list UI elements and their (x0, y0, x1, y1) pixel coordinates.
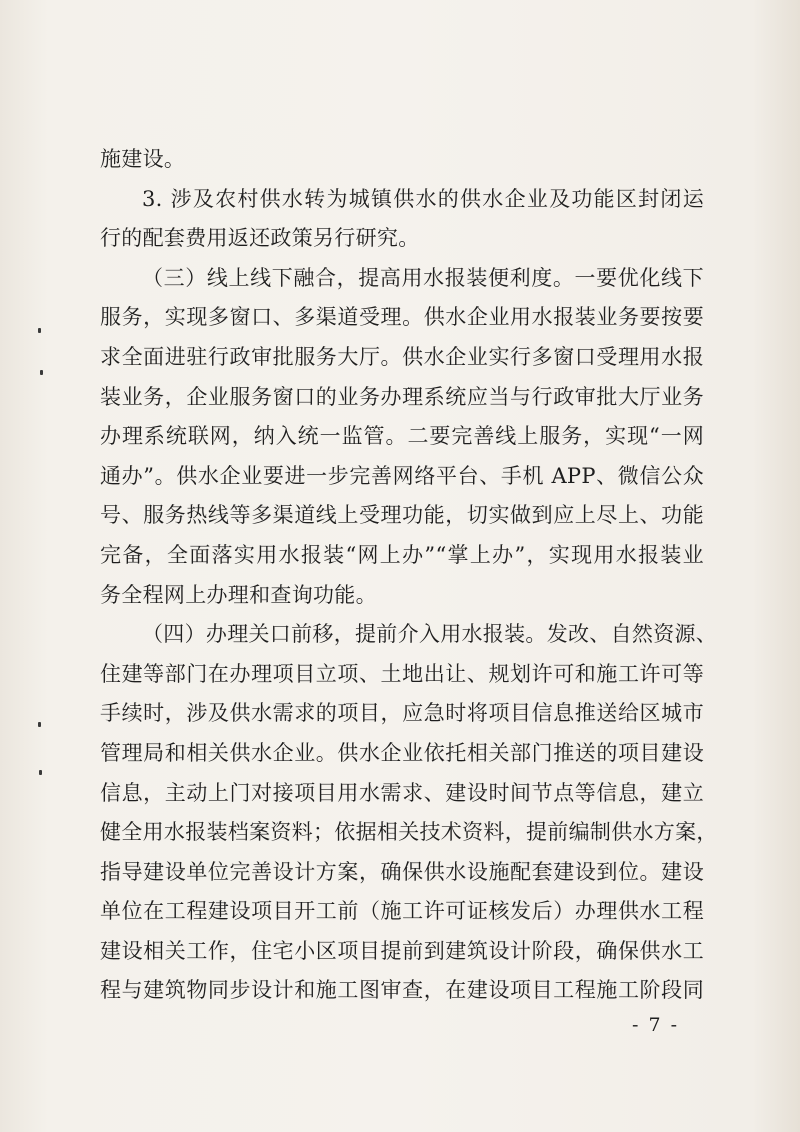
text-line: 号、服务热线等多渠道线上受理功能，切实做到应上尽上、功能 (100, 503, 704, 528)
text-line: 务全程网上办理和查询功能。 (100, 582, 377, 607)
text-line: 程与建筑物同步设计和施工图审查，在建设项目工程施工阶段同 (100, 978, 704, 1003)
text-line: 通办”。供水企业要进一步完善网络平台、手机 APP、微信公众 (100, 463, 704, 488)
text-line: 建设相关工作，住宅小区项目提前到建筑设计阶段，确保供水工 (100, 938, 704, 963)
text-line: 手续时，涉及供水需求的项目，应急时将项目信息推送给区城市 (100, 701, 704, 726)
text-line: 完备，全面落实用水报装“网上办”“掌上办”，实现用水报装业 (100, 542, 704, 567)
page-number: - 7 - (632, 1014, 680, 1036)
text-line: 办理系统联网，纳入统一监管。二要完善线上服务，实现“一网 (100, 424, 704, 449)
text-line: 服务，实现多窗口、多渠道受理。供水企业用水报装业务要按要 (100, 305, 704, 330)
text-line: 装业务，企业服务窗口的业务办理系统应当与行政审批大厅业务 (100, 384, 704, 409)
text-line: 指导建设单位完善设计方案，确保供水设施配套建设到位。建设 (100, 859, 704, 884)
text-line: （四）办理关口前移，提前介入用水报装。发改、自然资源、 (142, 622, 718, 647)
text-line: 施建设。 (100, 147, 186, 171)
text-line: 行的配套费用返还政策另行研究。 (100, 226, 420, 251)
text-line: 健全用水报装档案资料；依据相关技术资料，提前编制供水方案， (100, 820, 718, 845)
text-line: （三）线上线下融合，提高用水报装便利度。一要优化线下 (142, 265, 704, 290)
scan-speck (39, 770, 42, 775)
text-line: 单位在工程建设项目开工前（施工许可证核发后）办理供水工程 (100, 899, 704, 924)
scan-speck (38, 328, 41, 333)
text-line: 住建等部门在办理项目立项、土地出让、规划许可和施工许可等 (100, 661, 704, 686)
body-text (100, 140, 718, 1011)
text-line: 信息，主动上门对接项目用水需求、建设时间节点等信息，建立 (100, 780, 704, 805)
scan-speck (38, 722, 41, 727)
scan-speck (40, 370, 43, 375)
text-line: 管理局和相关供水企业。供水企业依托相关部门推送的项目建设 (100, 740, 704, 765)
text-line: 求全面进驻行政审批服务大厅。供水企业实行多窗口受理用水报 (100, 344, 704, 369)
text-line: 3. 涉及农村供水转为城镇供水的供水企业及功能区封闭运 (142, 186, 704, 211)
